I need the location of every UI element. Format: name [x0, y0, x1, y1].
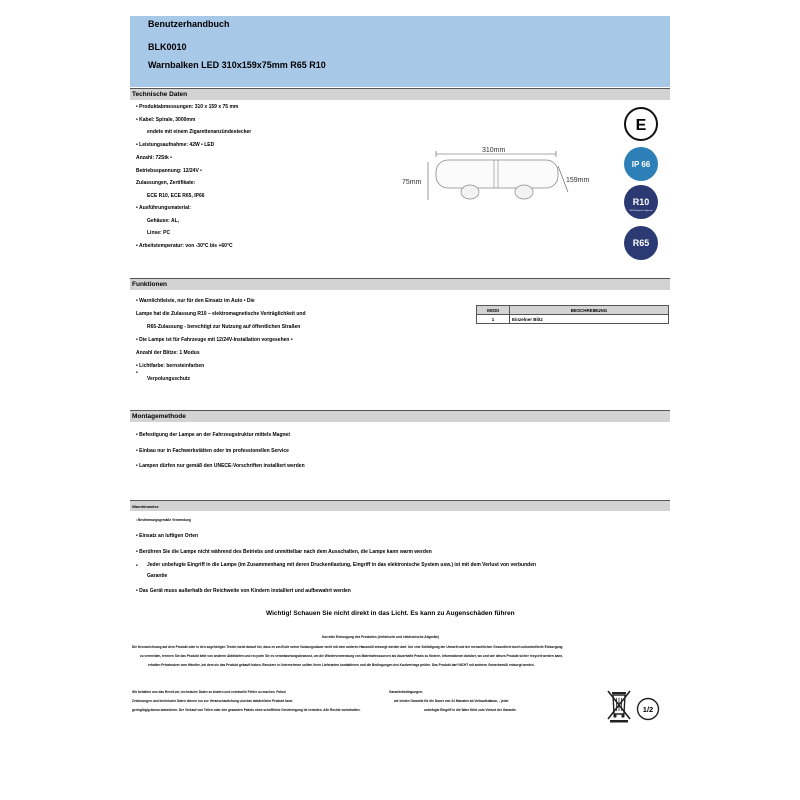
- svg-text:IP 66: IP 66: [631, 160, 651, 169]
- tech-line: Linse: PC: [147, 230, 171, 236]
- warning-line: • Berühren Sie die Lampe nicht während des Betriebs und unmittelbar nach dem Ausschalten, die Lampe kann warm werden: [136, 549, 432, 555]
- r10-icon: [624, 185, 658, 219]
- tech-line: endete mit einem Zigarettenanzündestecker: [147, 129, 252, 135]
- product-code: BLK0010: [148, 42, 187, 52]
- modes-table-header: [477, 306, 669, 315]
- eye-warning: Wichtig! Schauen Sie nicht direkt in das Licht. Es kann zu Augenschäden führen: [266, 610, 515, 617]
- section-bar-warnings: [130, 500, 670, 511]
- page-number-badge: [636, 697, 660, 721]
- tech-line: Zulassungen, Zertifikate:: [136, 180, 196, 186]
- warranty-line: Garantiebedingungen:: [389, 690, 424, 694]
- ip66-icon: [624, 147, 658, 181]
- section-bar-mounting: [130, 410, 670, 422]
- mounting-line: • Lampen dürfen nur gemäß den UNECE-Vorschriften installiert werden: [136, 463, 305, 469]
- column-header-modes: MODI: [477, 306, 510, 315]
- function-line: • Lichtfarbe: bernsteinfarben: [136, 363, 205, 369]
- tech-line: • Kabel: Spirale, 3000mm: [136, 117, 196, 123]
- r65-icon: [624, 226, 658, 260]
- warning-line: • Einsatz an luftigen Orten: [136, 533, 199, 539]
- tech-line: Betriebsspannung: 12/24V •: [136, 168, 202, 174]
- footer-legal-line: geringfügig davon abweichen. Der Verkauf von Teilen oder des gesamten Pakets ohne schriftliche Genehmigung ist verboten. Alle Rechte vorbehalten.: [132, 708, 361, 712]
- height-label: 75mm: [402, 179, 422, 186]
- section-bar-technical-data: [130, 88, 670, 100]
- section-heading: Technische Daten: [132, 91, 188, 98]
- footer-legal-line: Zeichnungen und technische Daten dienen nur zur Veranschaulichung und das tatsächliche Produkt kann: [132, 699, 293, 703]
- warning-bullet: •: [136, 563, 138, 569]
- magnet-foot-left: [461, 185, 479, 199]
- column-header-description: BESCHREIBUNG: [510, 306, 669, 315]
- product-name: Warnbalken LED 310x159x75mm R65 R10: [148, 60, 326, 70]
- svg-text:R10: R10: [632, 197, 650, 207]
- magnet-foot-right: [515, 185, 533, 199]
- warning-subheading: • Bestimmungsgemäße Verwendung: [136, 518, 191, 522]
- product-dimension-drawing: [398, 142, 602, 212]
- modes-table: [476, 305, 669, 324]
- svg-text:R65: R65: [632, 238, 650, 248]
- disposal-line: erhalten Privatnutzer vom Händler, bei dem sie das Produkt gekauft haben. Benutzer in Unternehmen sollten ihren Lieferanten kontaktieren und die Bedingungen des Kaufvertrags prüfen. Das Produkt darf NICHT mit anderen Gewerbemüll entsorgt werden.: [148, 663, 535, 667]
- tech-line: ECE R10, ECE R65, IP66: [147, 193, 205, 199]
- depth-label: 159mm: [566, 177, 590, 184]
- warranty-line: unbefugte Eingriff in die Ware führt zum Verlust der Garantie.: [424, 708, 517, 712]
- mounting-line: • Befestigung der Lampe an der Fahrzeugstruktur mittels Magnet: [136, 432, 290, 438]
- disposal-heading: Korrekte Entsorgung des Produktes (elektrische und elektronische Altgeräte): [322, 635, 440, 639]
- section-heading: Funktionen: [132, 281, 168, 288]
- function-line: R65-Zulassung - berechtigt zur Nutzung auf öffentlichen Straßen: [147, 324, 301, 330]
- certification-badges: [621, 104, 665, 264]
- function-line: Verpolungsschutz: [147, 376, 191, 382]
- function-line: • Die Lampe ist für Fahrzeuge mit 12/24V-Installation vorgesehen •: [136, 337, 293, 343]
- disposal-line: Die Kennzeichnung auf dem Produkt oder in den zugehörigen Texten weist darauf hin, dass es am Ende seiner Nutzungsdauer nicht mit dem anderen Hausmüll entsorgt werden darf. Um eine Schädigung der Umwelt und der menschlichen Gesundheit durch unkontrollierte Entsorgung: [132, 645, 563, 649]
- function-line: • Warnlichtleiste, nur für den Einsatz im Auto • Die: [136, 298, 255, 304]
- function-line: •: [136, 370, 138, 376]
- footer-legal-line: Wir behalten uns das Recht vor, technische Daten zu ändern und eventuelle Fehler zu machen. Fotos/: [132, 690, 286, 694]
- mode-cell: 1: [477, 315, 510, 324]
- tech-line: • Produktabmessungen: 310 x 159 x 75 mm: [136, 104, 239, 110]
- function-line: Lampe hat die Zulassung R10 – elektromagnetische Verträglichkeit und: [136, 311, 306, 317]
- tech-line: • Leistungsaufnahme: 42W • LED: [136, 142, 215, 148]
- mounting-line: • Einbau nur in Fachwerkstätten oder im professionellen Service: [136, 448, 289, 454]
- function-line: Anzahl der Blitze: 1 Modus: [136, 350, 200, 356]
- tech-line: • Arbeitstemperatur: von -30°C bis +60°C: [136, 243, 233, 249]
- section-heading: Montagemethode: [132, 413, 186, 420]
- weee-bin-icon: [604, 688, 634, 724]
- warranty-line: wir leisten Garantie für die Dauer von 24 Monaten ab Verkaufsdatum, - jeder: [394, 699, 509, 703]
- light-bar-body: [436, 160, 558, 188]
- warning-line: Jeder unbefugte Eingriff in die Lampe (im Zusammenhang mit deren Druckentlastung, Eingriff in das elektronische System usw.) ist mit dem Verlust von verbunden: [147, 562, 537, 568]
- section-heading: Warnhinweise: [132, 504, 159, 509]
- description-cell: Einzelner Blitz: [510, 315, 669, 324]
- svg-text:E: E: [635, 117, 647, 134]
- tech-line: Gehäuse: AL,: [147, 218, 180, 224]
- tech-line: Anzahl: 72Stk •: [136, 155, 172, 161]
- table-row: [477, 315, 669, 324]
- disposal-line: zu vermeiden, trennen Sie das Produkt bitte von anderen Abfallarten und recyceln Sie es verantwortungsbewusst, um die Wiederverwendung von Materialressourcen als dauerhafte Praxis zu fördern. Informationen darüber, wo und wie dieses Produkt sicher recycelt werden kann,: [140, 654, 564, 658]
- warning-line: • Das Gerät muss außerhalb der Reichweite von Kindern installiert und aufbewahrt werden: [136, 588, 351, 594]
- tech-line: • Ausführungsmaterial:: [136, 205, 191, 211]
- svg-text:UNECE Regulation 10 Approved: UNECE Regulation 10 Approved: [629, 211, 653, 212]
- page-number: 1/2: [642, 705, 654, 714]
- width-label: 310mm: [482, 147, 506, 154]
- e-mark-icon: [625, 108, 657, 140]
- document-title: Benutzerhandbuch: [148, 19, 230, 29]
- section-bar-functions: [130, 278, 670, 290]
- warning-line: Garantie: [147, 573, 168, 579]
